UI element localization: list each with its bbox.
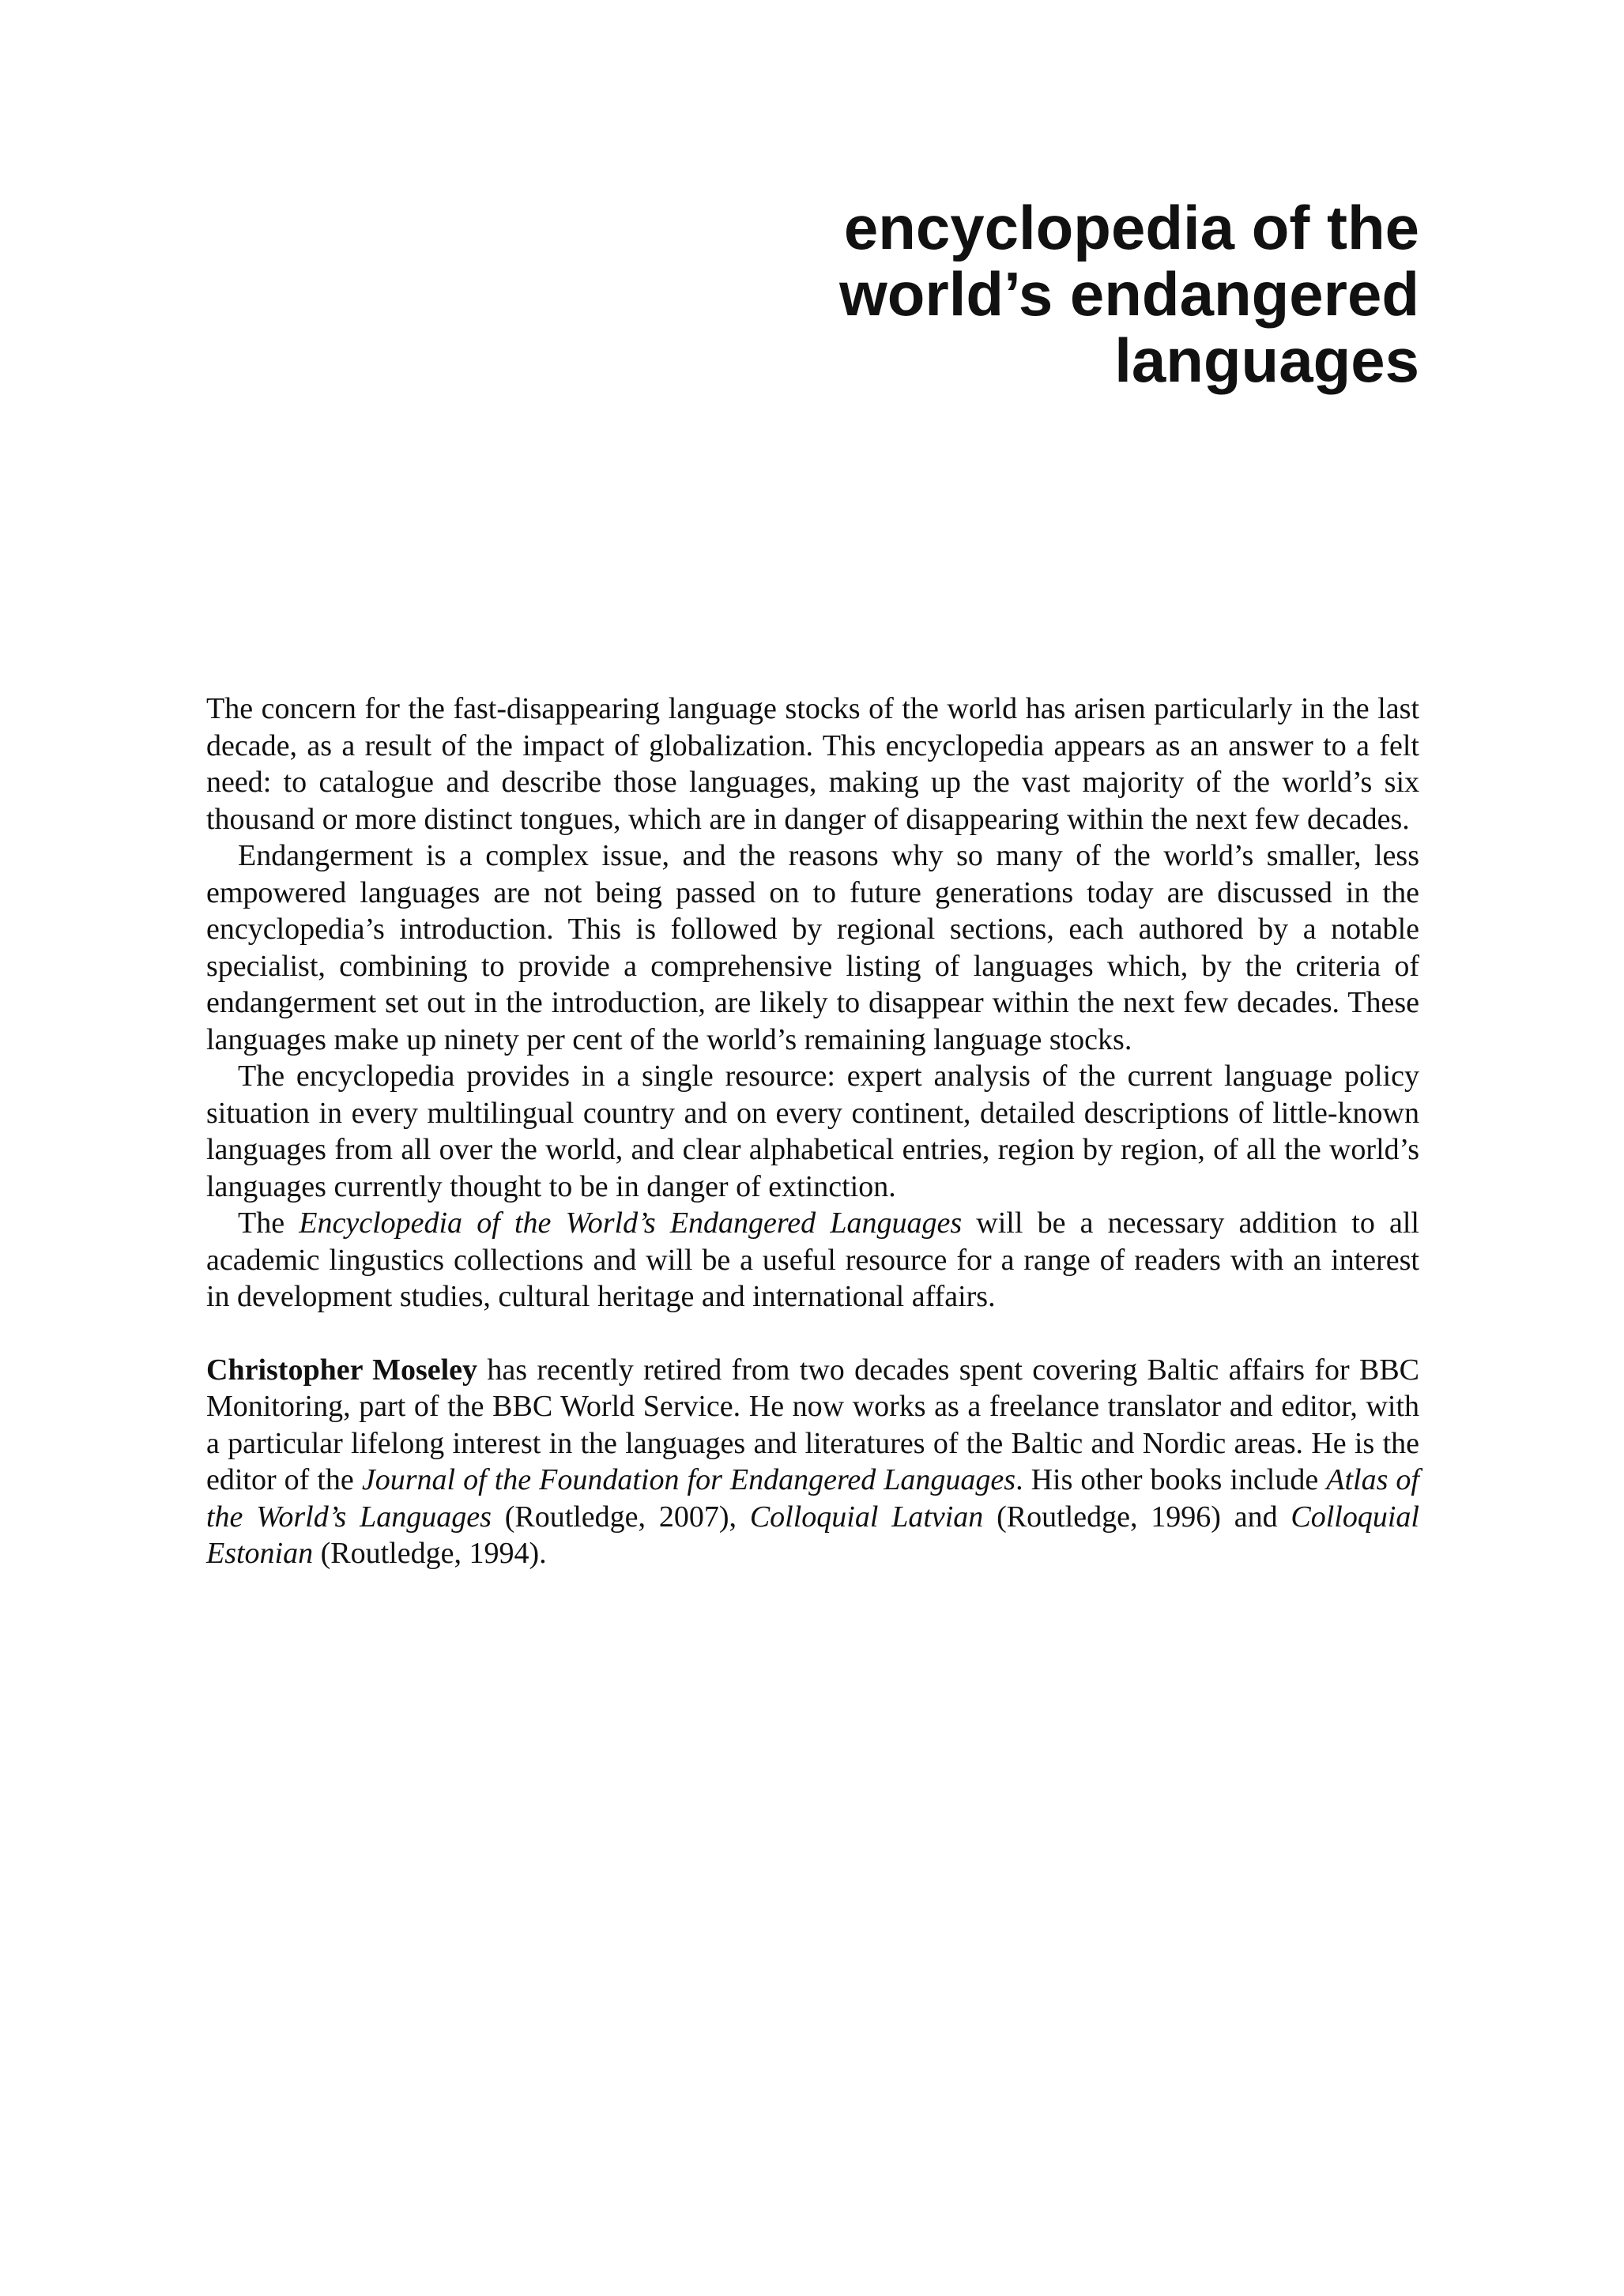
author-bio (206, 1352, 1419, 1572)
book-atlas-info: (Routledge, 2007), (491, 1500, 750, 1534)
book-atlas-title: Atlas of the World’s Languages (206, 1463, 1419, 1534)
description-paragraph-2: Endangerment is a complex issue, and the reasons why so many of the world’s smaller, less empowered languages are not being passed on to future generations today are discussed in the encyclopedia’s introduction. This is followed by regional sections, each authored by a notable specialist, combining to provide a comprehensive listing of languages which, by the criteria of endangerment set out in the introduction, are likely to disappear within the next few decades. These languages make up ninety per cent of the world’s remaining language stocks. (206, 839, 1419, 1056)
book-estonian-info: (Routledge, 1994). (313, 1537, 547, 1570)
book-latvian-title: Colloquial Latvian (749, 1500, 984, 1534)
book-title (711, 194, 1419, 393)
title-line-2: world’s endangered (839, 259, 1419, 329)
book-title-reference: Encyclopedia of the World’s Endangered Languages (299, 1206, 963, 1240)
journal-title: Journal of the Foundation for Endangered Languages (361, 1463, 1016, 1496)
author-name: Christopher Moseley (206, 1353, 478, 1387)
description-paragraph-3: The encyclopedia provides in a single resource: expert analysis of the current language policy situation in every multilingual country and on every continent, detailed descriptions of little-known languages from all over the world, and clear alphabetical entries, region by region, of all the world’s languages currently thought to be in danger of extinction. (206, 1060, 1419, 1203)
book-latvian-info: (Routledge, 1996) and (983, 1500, 1291, 1534)
description-text (206, 691, 1419, 1572)
description-paragraph-1: The concern for the fast-disappearing language stocks of the world has arisen particularly in the last decade, as a result of the impact of globalization. This encyclopedia appears as an answer to a felt need: to catalogue and describe those languages, making up the vast majority of the world’s six thousand or more distinct tongues, which are in danger of disappearing within the next few decades. (206, 692, 1419, 836)
bio-text-1: has recently retired from two decades spent covering Baltic affairs for BBC Monitoring, part of the BBC World Service. He now works as a freelance translator and editor, with a particular lifelong interest in the languages and literatures of the Baltic and Nordic areas. He is the editor of the (206, 1353, 1420, 1496)
p4-start: The (238, 1206, 300, 1240)
bio-text-2: . His other books include (1015, 1463, 1327, 1496)
title-line-3: languages (1114, 326, 1419, 395)
description-paragraph-4 (206, 1205, 1419, 1315)
p4-end: will be a necessary addition to all academic lingustics collections and will be a useful resource for a range of readers with an interest in development studies, cultural heritage and international affairs. (206, 1206, 1419, 1313)
title-line-1: encyclopedia of the (843, 193, 1419, 262)
book-estonian-title: Colloquial Estonian (206, 1500, 1419, 1570)
